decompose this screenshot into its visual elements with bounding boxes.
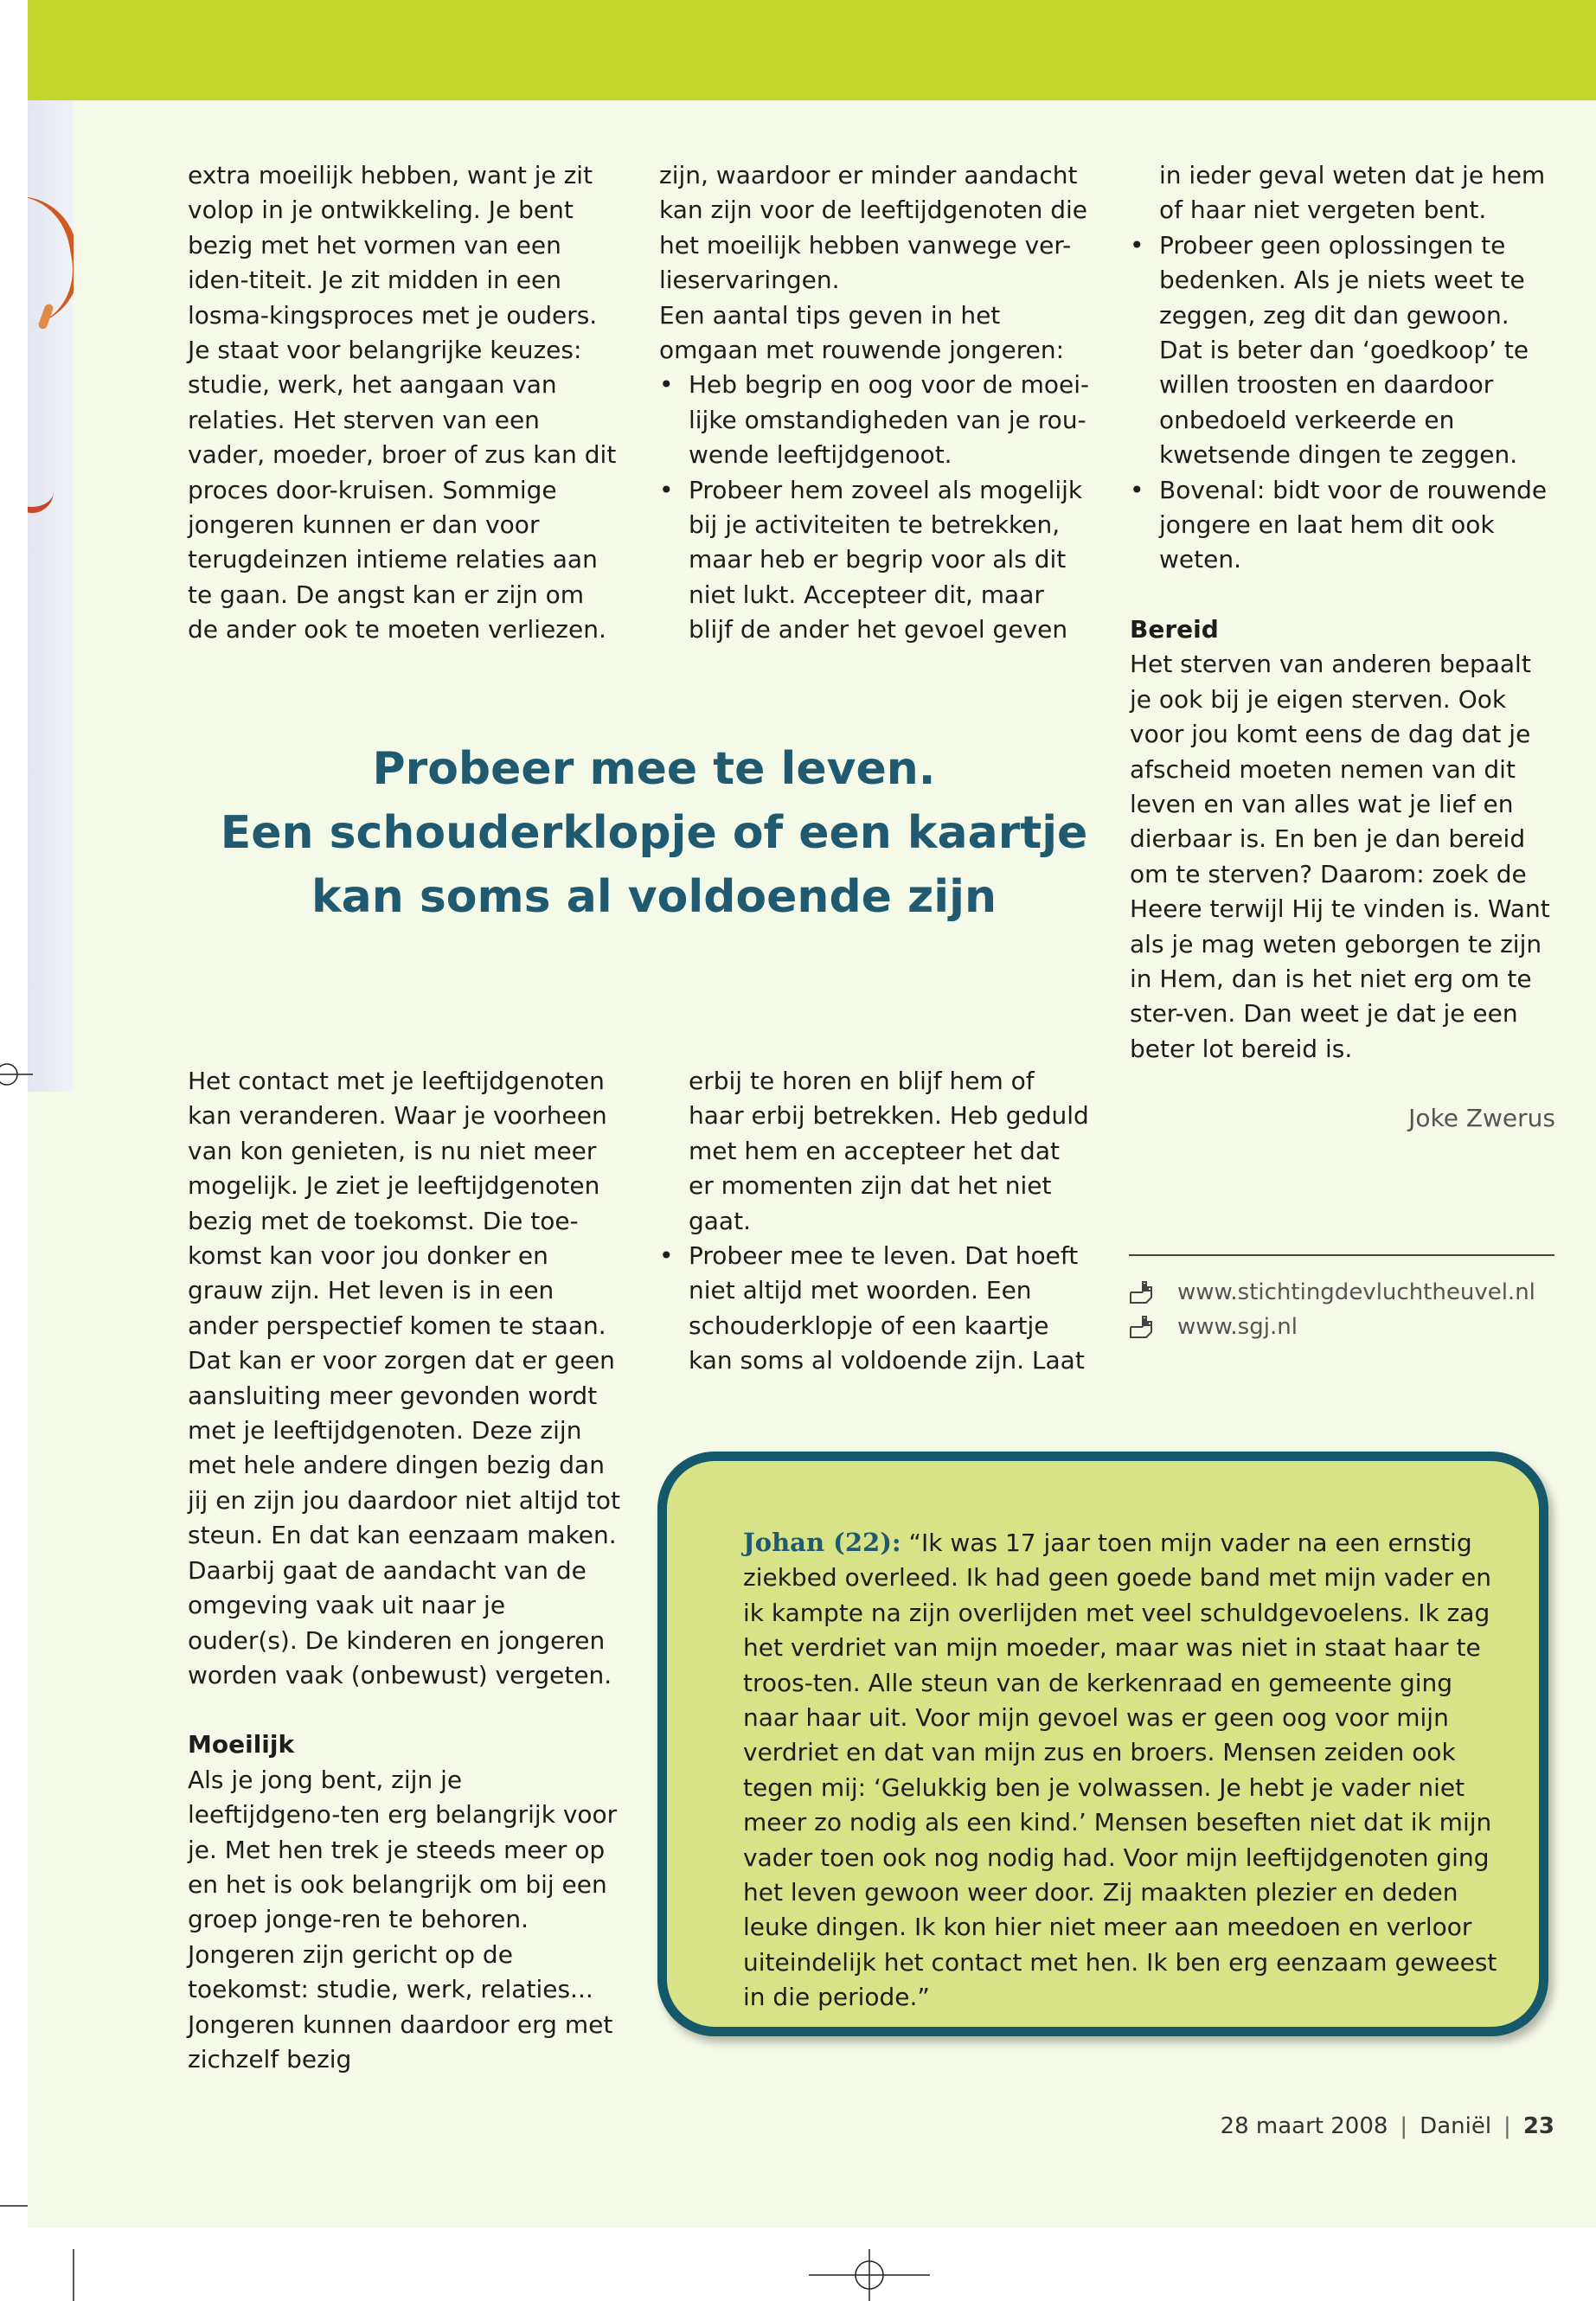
- issue-date: 28 maart 2008: [1220, 2113, 1388, 2139]
- column-2-top: [659, 158, 1092, 648]
- crop-mark-icon: [0, 2189, 35, 2301]
- list-continuation: in ieder geval weten dat je hem of haar niet vergeten bent.: [1159, 161, 1546, 225]
- registration-mark-icon: [809, 2249, 930, 2301]
- testimonial-box: [657, 1452, 1548, 2036]
- registration-mark-icon: [0, 1057, 35, 1092]
- testimonial-quote: “Ik was 17 jaar toen mijn vader na een ernstig ziekbed overleed. Ik had geen goede band met mijn vader en ik kampte na zijn overlijden met veel schuldgevoelens. Ik zag het verdriet van mijn moeder, maar was niet in staat haar te troos-ten. Alle steun van de kerkenraad en gemeente ging naar haar uit. Voor mijn gevoel was er geen oog voor mijn verdriet en dat van mijn zus en broers. Mensen zeiden ook tegen mij: ‘Gelukkig ben je volwassen. Je hebt je vader niet meer zo nodig als een kind.’ Mensen beseften niet dat ik mijn vader toen ook nog nodig had. Voor mijn leeftijdgenoten ging het leven gewoon weer door. Zij maakten plezier en deden leuke dingen. Ik kon hier niet meer aan meedoen en verloor uiteindelijk het contact met hen. Ik ben erg eenzaam geweest in die periode.”: [743, 1529, 1497, 2012]
- author-name: Joke Zwerus: [1408, 1104, 1555, 1133]
- pull-quote-line: kan soms al voldoende zijn: [311, 871, 997, 923]
- footer-separator: |: [1503, 2113, 1511, 2139]
- body-paragraph: Het contact met je leeftijdgenoten kan veranderen. Waar je voorheen van kon genieten, is nu niet meer mogelijk. Je ziet je leeftijdgenoten bezig met de toekomst. Die toe-komst kan voor jou donker en grauw zijn. Het leven is in een ander perspectief komen te staan. Dat kan er voor zorgen dat er geen aansluiting meer gevonden wordt met je leeftijdgenoten. Deze zijn met hele andere dingen bezig dan jij en zijn jou daardoor niet altijd tot steun. En dat kan eenzaam maken. Daarbij gaat de aandacht van de omgeving vaak uit naar je ouder(s). De kinderen en jongeren worden vaak (onbewust) vergeten.: [188, 1067, 620, 1689]
- footer-separator: |: [1400, 2113, 1408, 2139]
- body-paragraph: extra moeilijk hebben, want je zit volop in je ontwikkeling. Je bent bezig met het vormen van een iden-titeit. Je zit midden in een losma-kingsproces met je ouders. Je staat voor belangrijke keuzes: studie, werk, het aangaan van relaties. Het sterven van een vader, moeder, broer of zus kan dit proces door-kruisen. Sommige jongeren kunnen er dan voor terugdeinzen intieme relaties aan te gaan. De angst kan er zijn om de ander ook te moeten verliezen.: [188, 161, 617, 644]
- link-item[interactable]: [1129, 1275, 1554, 1310]
- tips-intro: Een aantal tips geven in het omgaan met rouwende jongeren:: [659, 300, 1065, 365]
- link-url-sgj[interactable]: www.sgj.nl: [1177, 1314, 1298, 1340]
- divider: [1129, 1254, 1554, 1256]
- column-2-bottom: [659, 1064, 1092, 1379]
- column-3: [1130, 158, 1555, 1137]
- list-item: • Heb begrip en oog voor de moei-lijke omstandigheden van je rou-wende leeftijdgenoot.: [659, 368, 1092, 472]
- column-1-bottom: [188, 1064, 620, 2077]
- tips-list: [659, 368, 1092, 647]
- body-paragraph: zijn, waardoor er minder aandacht kan zijn voor de leeftijdgenoten die het moeilijk hebben vanwege ver-lieservaringen.: [659, 161, 1087, 295]
- testimonial-speaker: Johan (22):: [743, 1528, 901, 1557]
- link-item[interactable]: [1129, 1310, 1554, 1344]
- section-heading-moeilijk: Moeilijk: [188, 1730, 295, 1759]
- list-continuation: erbij te horen en blijf hem of haar erbij betrekken. Heb geduld met hem en accepteer het dat er momenten zijn dat het niet gaat.: [689, 1067, 1089, 1235]
- pull-quote-line: Probeer mee te leven.: [372, 743, 936, 795]
- link-list: [1129, 1275, 1554, 1344]
- pointing-hand-icon: [1129, 1279, 1158, 1306]
- pull-quote: [189, 737, 1119, 929]
- list-item: • Probeer mee te leven. Dat hoeft niet altijd met woorden. Een schouderklopje of een kaartje kan soms al voldoende zijn. Laat: [659, 1239, 1092, 1379]
- list-item: • Bovenal: bidt voor de rouwende jongere en laat hem dit ook weten.: [1130, 473, 1555, 578]
- body-paragraph: Als je jong bent, zijn je leeftijdgeno-ten erg belangrijk voor je. Met hen trek je steeds meer op en het is ook belangrijk om bij een groep jonge-ren te behoren. Jongeren zijn gericht op de toekomst: studie, werk, relaties... Jongeren kunnen daardoor erg met zichzelf bezig: [188, 1765, 618, 2073]
- list-item: • Probeer hem zoveel als mogelijk bij je activiteiten te betrekken, maar heb er begrip voor als dit niet lukt. Accepteer dit, maar blijf de ander het gevoel geven: [659, 473, 1092, 648]
- list-item: • Probeer geen oplossingen te bedenken. Als je niets weet te zeggen, zeg dit dan gewoon. Dat is beter dan ‘goedkoop’ te willen troosten en daardoor onbedoeld verkeerde en kwetsende dingen te zeggen.: [1130, 228, 1555, 473]
- body-paragraph: Het sterven van anderen bepaalt je ook bij je eigen sterven. Ook voor jou komt eens de dag dat je afscheid moeten nemen van dit leven en van alles wat je lief en dierbaar is. En ben je dan bereid om te sterven? Daarom: zoek de Heere terwijl Hij te vinden is. Want als je mag weten geborgen te zijn in Hem, dan is het niet erg om te ster-ven. Dan weet je dat je een beter lot bereid is.: [1130, 650, 1550, 1063]
- magazine-name: Daniël: [1420, 2113, 1492, 2139]
- page-number: 23: [1522, 2113, 1554, 2139]
- pull-quote-line: Een schouderklopje of een kaartje: [220, 807, 1088, 859]
- header-color-bar: [28, 0, 1596, 100]
- column-1-top: [188, 158, 620, 648]
- testimonial-text: [743, 1525, 1504, 2016]
- tips-list: [659, 1239, 1092, 1379]
- page-footer: [1221, 2111, 1554, 2142]
- pointing-hand-icon: [1129, 1313, 1158, 1341]
- section-heading-bereid: Bereid: [1130, 614, 1219, 644]
- link-url-stichtingdevluchtheuvel[interactable]: www.stichtingdevluchtheuvel.nl: [1177, 1279, 1535, 1305]
- tips-list: [1130, 228, 1555, 578]
- photo-strip: [28, 100, 74, 1092]
- crop-mark-icon: [69, 2249, 78, 2301]
